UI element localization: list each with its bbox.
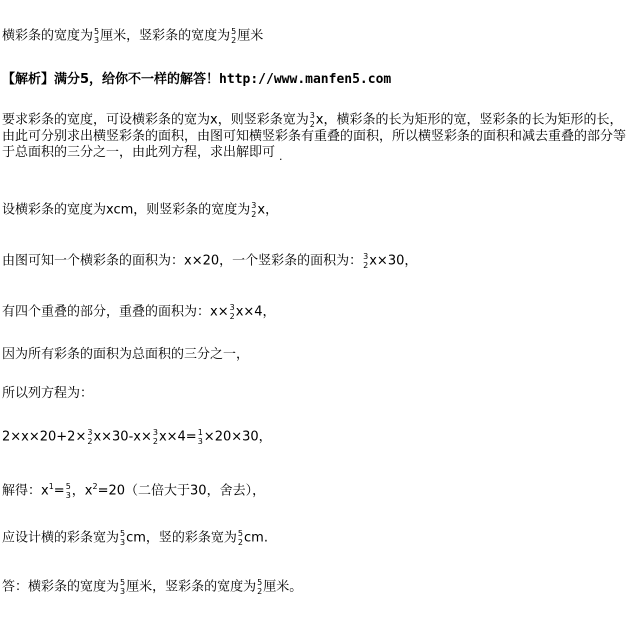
answer-line	[2, 27, 628, 45]
design-text-a: 应设计横的彩条宽为	[2, 530, 120, 546]
step3-text-a: 有四个重叠的部分，重叠的面积为：x×	[2, 304, 229, 320]
fraction-3-2: 3 2	[87, 428, 93, 446]
equation-text-c: x×4=	[158, 429, 197, 445]
step5-text: 所以列方程为：	[2, 386, 94, 401]
analysis-label: 【解析】满分5，给你不一样的解答！	[2, 72, 220, 87]
answer-text-a: 横彩条的宽度为	[2, 28, 94, 44]
analysis-text-b: x，横彩条的长为矩形的宽，竖彩条的长为矩形的长，由此可分别求出横竖彩条的面积，由图可知横竖彩条有重叠的面积，所以横竖彩条的面积和减去重叠的部分等于总面积的三分之一，由此列方程，求出解即可	[2, 112, 627, 160]
solve-text-d: =20（二倍大于30，舍去），	[97, 483, 266, 499]
step2-text-a: 由图可知一个横彩条的面积为：x×20，一个竖彩条的面积为：	[2, 253, 363, 269]
fraction-5-2: 5 2	[231, 27, 237, 45]
equation-text-a: 2×x×20+2×	[2, 429, 87, 445]
fraction-3-2: 3 2	[251, 201, 257, 219]
fraction-3-2: 3 2	[309, 111, 315, 129]
site-url: http://www.manfen5.com	[219, 72, 392, 87]
equation-text-b: x×30-x×	[93, 429, 152, 445]
design-text-b: cm，竖的彩条宽为	[126, 530, 237, 546]
solve-text-a: 解得：x	[2, 483, 49, 499]
fraction-1-3: 1 3	[197, 428, 203, 446]
equation	[2, 428, 628, 446]
subscript-2: 2	[92, 482, 98, 491]
fraction-5-3: 5 3	[94, 27, 100, 45]
fraction-3-2: 3 2	[363, 252, 369, 270]
step-equation-intro	[2, 386, 628, 402]
fraction-3-2: 3 2	[152, 428, 158, 446]
analysis-paragraph	[2, 111, 628, 165]
analysis-header	[2, 72, 628, 88]
fraction-5-2: 5 2	[237, 529, 244, 547]
fraction-5-3: 5 3	[120, 529, 126, 547]
final-text-a: 答：横彩条的宽度为	[2, 579, 120, 595]
step3-text-b: x×4，	[235, 304, 276, 320]
final-text-b: 厘米，竖彩条的宽度为	[126, 579, 257, 595]
final-answer-line	[2, 578, 628, 596]
solution-line	[2, 479, 628, 500]
step1-text-b: x，	[257, 202, 279, 218]
solve-text-c: ，x	[71, 483, 93, 499]
analysis-dot: .	[279, 149, 283, 163]
analysis-text-a: 要求彩条的宽度，可设横彩条的宽为x，则竖彩条宽为	[2, 112, 309, 128]
answer-text-c: 厘米	[237, 28, 264, 44]
final-text-c: 厘米。	[263, 579, 303, 595]
step4-text: 因为所有彩条的面积为总面积的三分之一，	[2, 347, 250, 362]
step2-text-b: x×30，	[369, 253, 418, 269]
design-line	[2, 529, 628, 547]
subscript-1: 1	[48, 482, 54, 491]
answer-text-b: 厘米，竖彩条的宽度为	[100, 28, 231, 44]
step-overlap	[2, 303, 628, 321]
step-areas	[2, 252, 628, 270]
design-text-c: cm.	[244, 530, 268, 546]
fraction-5-3: 5 3	[65, 481, 71, 500]
step-let-x	[2, 201, 628, 219]
step1-text-a: 设横彩条的宽度为xcm，则竖彩条的宽度为	[2, 202, 251, 218]
step-one-third	[2, 347, 628, 363]
fraction-5-3: 5 3	[120, 578, 126, 596]
fraction-3-2: 3 2	[229, 303, 235, 321]
solve-text-b: =	[53, 483, 65, 499]
equation-text-d: ×20×30，	[203, 429, 272, 445]
fraction-5-2: 5 2	[257, 578, 263, 596]
